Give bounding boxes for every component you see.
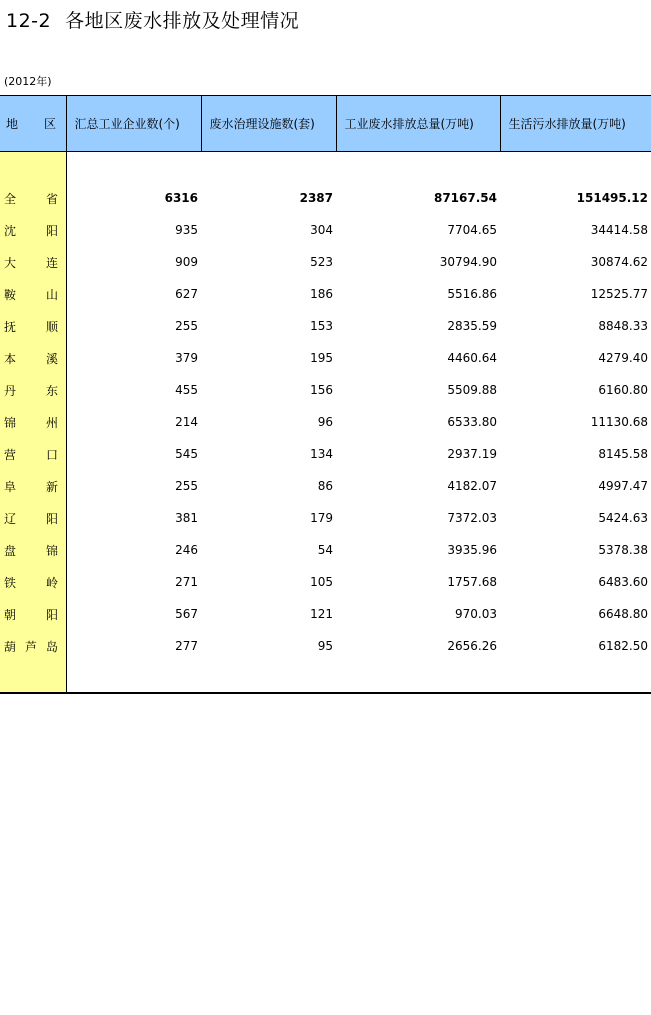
enterprises-cell: 455 [175, 383, 198, 397]
industrial-discharge-cell: 5509.88 [447, 383, 497, 397]
facilities-cell: 54 [317, 543, 333, 557]
table-row-total [0, 182, 651, 214]
page-title [6, 6, 299, 33]
industrial-discharge-cell: 4460.64 [447, 351, 497, 365]
wastewater-table [0, 95, 651, 694]
industrial-discharge-cell: 3935.96 [447, 543, 497, 557]
domestic-discharge-cell: 5424.63 [598, 511, 648, 525]
header-region-a: 地 [6, 117, 19, 131]
table-row [0, 374, 651, 406]
industrial-discharge-cell: 7372.03 [447, 511, 497, 525]
enterprises-cell: 271 [175, 575, 198, 589]
enterprises-cell: 909 [175, 255, 198, 269]
facilities-cell: 2387 [299, 191, 333, 205]
domestic-discharge-cell: 5378.38 [598, 543, 648, 557]
industrial-discharge-cell: 970.03 [455, 607, 497, 621]
region-cell [0, 534, 66, 566]
facilities-cell: 195 [310, 351, 333, 365]
industrial-discharge-cell: 5516.86 [447, 287, 497, 301]
enterprises-cell: 6316 [164, 191, 198, 205]
region-cell [0, 598, 66, 630]
table-row [0, 278, 651, 310]
table-title: 各地区废水排放及处理情况 [65, 10, 300, 32]
year-note: (2012年) [4, 75, 52, 88]
enterprises-cell: 255 [175, 479, 198, 493]
domestic-discharge-cell: 151495.12 [576, 191, 648, 205]
table-row [0, 214, 651, 246]
region-name: 大 连 [4, 255, 58, 270]
header-region-b: 区 [44, 117, 57, 131]
enterprises-cell: 935 [175, 223, 198, 237]
domestic-discharge-cell: 6160.80 [598, 383, 648, 397]
table-row [0, 246, 651, 278]
table-row [0, 566, 651, 598]
facilities-cell: 179 [310, 511, 333, 525]
domestic-discharge-cell: 8848.33 [598, 319, 648, 333]
enterprises-cell: 545 [175, 447, 198, 461]
table-row [0, 438, 651, 470]
industrial-discharge-cell: 1757.68 [447, 575, 497, 589]
enterprises-cell: 246 [175, 543, 198, 557]
domestic-discharge-cell: 6648.80 [598, 607, 648, 621]
spacer-row [0, 152, 651, 183]
region-name: 辽 阳 [4, 511, 58, 526]
region-cell [0, 310, 66, 342]
region-name: 沈 阳 [4, 223, 58, 238]
facilities-cell: 86 [317, 479, 333, 493]
table-row [0, 598, 651, 630]
domestic-discharge-cell: 6483.60 [598, 575, 648, 589]
region-cell [0, 182, 66, 214]
data-table-container [0, 95, 651, 694]
region-cell [0, 214, 66, 246]
industrial-discharge-cell: 87167.54 [433, 191, 497, 205]
enterprises-cell: 381 [175, 511, 198, 525]
domestic-discharge-cell: 34414.58 [590, 223, 648, 237]
region-cell [0, 406, 66, 438]
region-name: 锦 州 [4, 415, 58, 430]
table-row [0, 470, 651, 502]
table-row [0, 534, 651, 566]
enterprises-cell: 627 [175, 287, 198, 301]
domestic-discharge-cell: 30874.62 [590, 255, 648, 269]
spacer-row [0, 662, 651, 693]
enterprises-cell: 255 [175, 319, 198, 333]
header-row [0, 96, 651, 152]
industrial-discharge-cell: 2835.59 [447, 319, 497, 333]
table-row [0, 342, 651, 374]
region-cell [0, 566, 66, 598]
header-facilities: 废水治理设施数(套) [201, 96, 336, 152]
region-cell [0, 278, 66, 310]
region-name: 盘 锦 [4, 543, 58, 558]
domestic-discharge-cell: 11130.68 [590, 415, 648, 429]
region-name: 全 省 [4, 191, 58, 206]
enterprises-cell: 567 [175, 607, 198, 621]
header-domestic-discharge: 生活污水排放量(万吨) [500, 96, 651, 152]
table-row [0, 630, 651, 662]
region-name: 阜 新 [4, 479, 58, 494]
header-region [0, 96, 66, 152]
facilities-cell: 156 [310, 383, 333, 397]
domestic-discharge-cell: 12525.77 [590, 287, 648, 301]
industrial-discharge-cell: 7704.65 [447, 223, 497, 237]
region-cell [0, 438, 66, 470]
region-name: 本 溪 [4, 351, 58, 366]
facilities-cell: 153 [310, 319, 333, 333]
region-cell [0, 374, 66, 406]
table-number: 12-2 [6, 10, 52, 32]
region-cell [0, 470, 66, 502]
industrial-discharge-cell: 6533.80 [447, 415, 497, 429]
domestic-discharge-cell: 4279.40 [598, 351, 648, 365]
facilities-cell: 304 [310, 223, 333, 237]
region-cell [0, 502, 66, 534]
table-row [0, 502, 651, 534]
facilities-cell: 134 [310, 447, 333, 461]
domestic-discharge-cell: 8145.58 [598, 447, 648, 461]
industrial-discharge-cell: 4182.07 [447, 479, 497, 493]
domestic-discharge-cell: 6182.50 [598, 639, 648, 653]
region-name: 营 口 [4, 447, 58, 462]
region-cell [0, 342, 66, 374]
facilities-cell: 96 [317, 415, 333, 429]
region-name: 丹 东 [4, 383, 58, 398]
facilities-cell: 95 [317, 639, 333, 653]
region-cell [0, 246, 66, 278]
facilities-cell: 105 [310, 575, 333, 589]
facilities-cell: 121 [310, 607, 333, 621]
enterprises-cell: 277 [175, 639, 198, 653]
industrial-discharge-cell: 30794.90 [439, 255, 497, 269]
table-row [0, 406, 651, 438]
region-name: 抚 顺 [4, 319, 58, 334]
industrial-discharge-cell: 2937.19 [447, 447, 497, 461]
facilities-cell: 186 [310, 287, 333, 301]
region-name: 铁 岭 [4, 575, 58, 590]
enterprises-cell: 214 [175, 415, 198, 429]
table-row [0, 310, 651, 342]
header-enterprises: 汇总工业企业数(个) [66, 96, 201, 152]
domestic-discharge-cell: 4997.47 [598, 479, 648, 493]
region-name: 鞍 山 [4, 287, 58, 302]
table-body [0, 152, 651, 694]
industrial-discharge-cell: 2656.26 [447, 639, 497, 653]
region-cell [0, 630, 66, 662]
header-industrial-discharge: 工业废水排放总量(万吨) [336, 96, 500, 152]
region-name: 葫芦岛 [4, 639, 58, 654]
enterprises-cell: 379 [175, 351, 198, 365]
facilities-cell: 523 [310, 255, 333, 269]
region-name: 朝 阳 [4, 607, 58, 622]
table-header [0, 96, 651, 152]
